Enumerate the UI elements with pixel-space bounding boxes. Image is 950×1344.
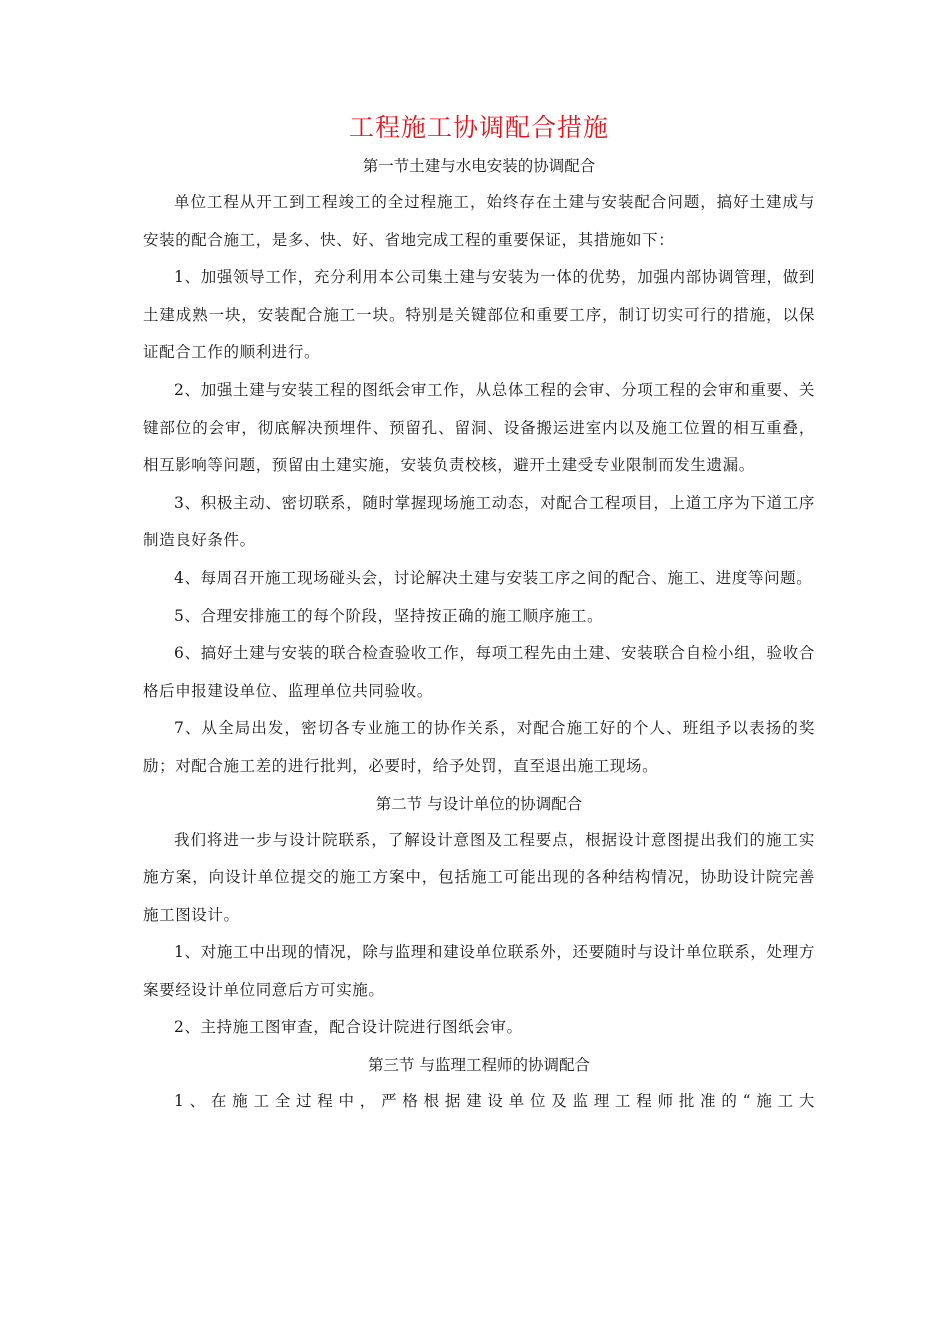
section-2-item-2: 2、主持施工图审查，配合设计院进行图纸会审。 xyxy=(174,1018,523,1037)
document-title: 工程施工协调配合措施 xyxy=(348,113,609,142)
section-1-item-7: 7、从全局出发，密切各专业施工的协作关系，对配合施工好的个人、班组予以表扬的奖励；对配合施工差的进行批判，必要时，给予处罚，直至退出施工现场。 xyxy=(143,719,815,775)
section-3-item-1: 1、在施工全过程中，严格根据建设单位及监理工程师批准的“施工大 xyxy=(174,1092,815,1111)
section-1-heading: 第一节土建与水电安装的协调配合 xyxy=(362,157,596,175)
section-1-item-4: 4、每周召开施工现场碰头会，讨论解决土建与安装工序之间的配合、施工、进度等问题。 xyxy=(174,568,813,587)
section-2-heading: 第二节 与设计单位的协调配合 xyxy=(375,794,583,813)
section-1-intro: 单位工程从开工到工程竣工的全过程施工，始终存在土建与安装配合问题，搞好土建成与安装的配合施工，是多、快、好、省地完成工程的重要保证，其措施如下： xyxy=(143,193,815,249)
section-2-intro: 我们将进一步与设计院联系，了解设计意图及工程要点，根据设计意图提出我们的施工实施方案，向设计单位提交的施工方案中，包括施工可能出现的各种结构情况，协助设计院完善施工图设计。 xyxy=(143,830,815,924)
section-1-item-5: 5、合理安排施工的每个阶段，坚持按正确的施工顺序施工。 xyxy=(174,606,604,625)
document-body xyxy=(143,108,815,1121)
section-1-item-3: 3、积极主动、密切联系，随时掌握现场施工动态，对配合工程项目，上道工序为下道工序制造良好条件。 xyxy=(143,493,815,550)
section-1-item-2: 2、加强土建与安装工程的图纸会审工作，从总体工程的会审、分项工程的会审和重要、关键部位的会审，彻底解决预埋件、预留孔、留洞、设备搬运进室内以及施工位置的相互重叠，相互影响等问题，预留由土建实施，安装负责校核，避开土建受专业限制而发生遗漏。 xyxy=(143,380,815,475)
section-3-heading: 第三节 与监理工程师的协调配合 xyxy=(368,1056,590,1075)
section-2-item-1: 1、对施工中出现的情况，除与监理和建设单位联系外，还要随时与设计单位联系，处理方案要经设计单位同意后方可实施。 xyxy=(143,943,815,999)
section-1-item-1: 1、加强领导工作，充分利用本公司集土建与安装为一体的优势，加强内部协调管理，做到土建成熟一块，安装配合施工一块。特别是关键部位和重要工序，制订切实可行的措施，以保证配合工作的顺利进行。 xyxy=(143,268,815,362)
section-1-item-6: 6、搞好土建与安装的联合检查验收工作，每项工程先由土建、安装联合自检小组，验收合格后申报建设单位、监理单位共同验收。 xyxy=(143,644,815,700)
